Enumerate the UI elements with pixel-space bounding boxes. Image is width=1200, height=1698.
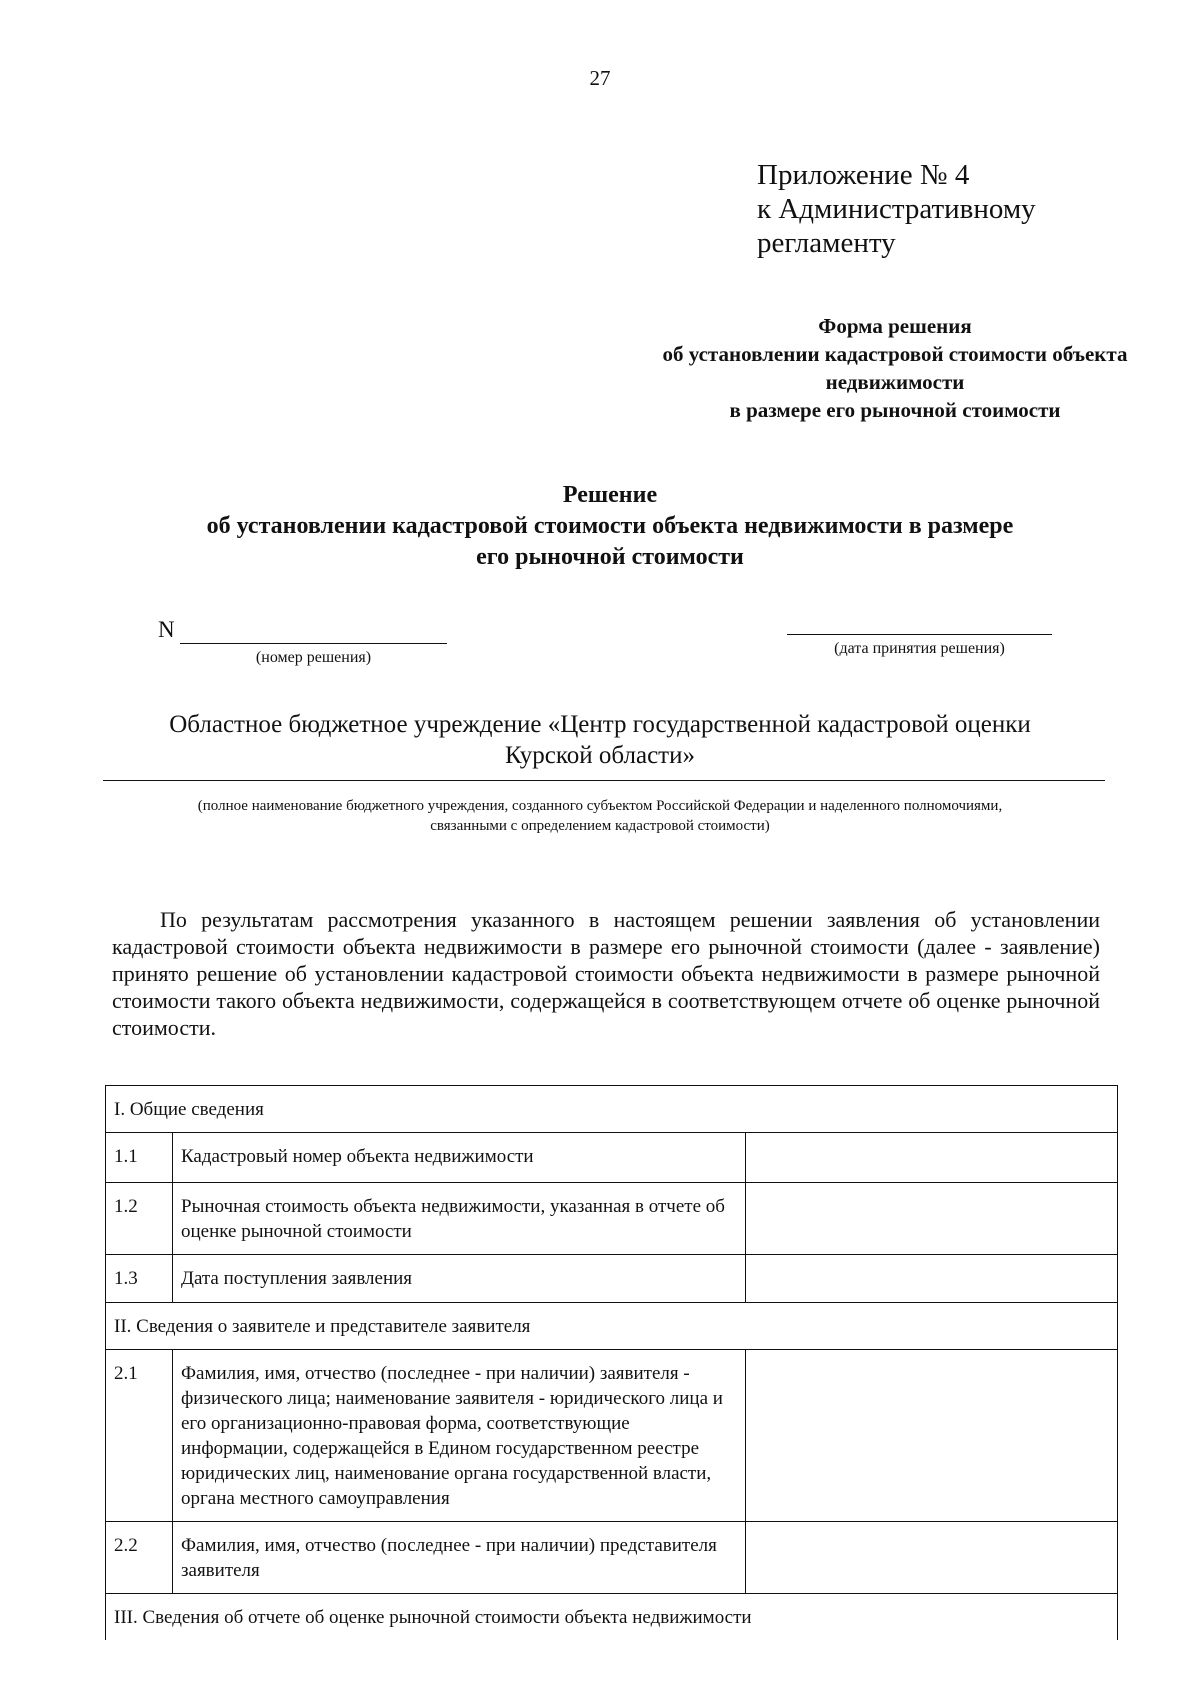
organization-caption-line: (полное наименование бюджетного учреждения, созданного субъектом Российской Федерации и наделенного полномочиями, (197, 798, 1003, 814)
decision-subtitle: об установлении кадастровой стоимости объекта недвижимости в размере (206, 513, 1014, 539)
row-label: Дата поступления заявления (173, 1255, 746, 1303)
organization-name-line: Курской области» (505, 742, 695, 769)
row-label: Фамилия, имя, отчество (последнее - при наличии) заявителя - физического лица; наименование заявителя - юридического лица и его организационно-правовая форма, соответствующие информации, содержащейся в Едином государственном реестре юридических лиц, наименование органа государственной власти, органа местного самоуправления (173, 1350, 746, 1522)
form-title-line: недвижимости (825, 370, 965, 394)
organization-name (140, 709, 1060, 771)
row-number: 2.2 (106, 1522, 173, 1594)
organization-caption (100, 796, 1100, 836)
decision-date-field[interactable] (787, 634, 1052, 635)
decision-number-field[interactable] (180, 643, 447, 644)
decision-number-prefix: N (158, 617, 175, 642)
decision-body-text: По результатам рассмотрения указанного в настоящем решении заявления об установлении кадастровой стоимости объекта недвижимости в размере его рыночной стоимости (далее - заявление) принято решение об установлении кадастровой стоимости объекта недвижимости в размере рыночной стоимости такого объекта недвижимости, содержащейся в соответствующем отчете об оценке рыночной стоимости. (112, 907, 1100, 1040)
section-heading: III. Сведения об отчете об оценке рыночной стоимости объекта недвижимости (106, 1594, 1118, 1641)
table-row (106, 1133, 1118, 1183)
form-title-line: Форма решения (818, 314, 972, 338)
section-row (106, 1086, 1118, 1133)
form-title (600, 312, 1190, 424)
table-row (106, 1522, 1118, 1594)
row-value-cell[interactable] (746, 1350, 1118, 1522)
page-number: 27 (589, 66, 611, 90)
row-number: 1.2 (106, 1183, 173, 1255)
section-heading: II. Сведения о заявителе и представителе заявителя (106, 1303, 1118, 1350)
appendix-line: регламенту (757, 227, 896, 259)
row-value-cell[interactable] (746, 1133, 1118, 1183)
row-label: Кадастровый номер объекта недвижимости (173, 1133, 746, 1183)
organization-name-line: Областное бюджетное учреждение «Центр государственной кадастровой оценки (169, 711, 1031, 738)
appendix-reference (757, 158, 1036, 260)
section-row (106, 1594, 1118, 1641)
section-row (106, 1303, 1118, 1350)
table-row (106, 1255, 1118, 1303)
table-row (106, 1350, 1118, 1522)
row-value-cell[interactable] (746, 1522, 1118, 1594)
decision-number-caption: (номер решения) (255, 649, 372, 666)
row-number: 2.1 (106, 1350, 173, 1522)
row-label: Фамилия, имя, отчество (последнее - при наличии) представителя заявителя (173, 1522, 746, 1594)
decision-subtitle: его рыночной стоимости (476, 544, 744, 570)
table-row (106, 1183, 1118, 1255)
row-value-cell[interactable] (746, 1255, 1118, 1303)
organization-caption-line: связанными с определением кадастровой стоимости) (430, 818, 770, 834)
row-number: 1.3 (106, 1255, 173, 1303)
decision-form-table (105, 1085, 1118, 1640)
organization-underline (103, 780, 1105, 781)
row-value-cell[interactable] (746, 1183, 1118, 1255)
row-number: 1.1 (106, 1133, 173, 1183)
form-title-line: в размере его рыночной стоимости (729, 398, 1061, 422)
appendix-line: к Административному (757, 193, 1036, 225)
section-heading: I. Общие сведения (106, 1086, 1118, 1133)
decision-title (110, 480, 1110, 573)
appendix-line: Приложение № 4 (757, 159, 970, 191)
decision-date-caption: (дата принятия решения) (834, 640, 1005, 657)
form-title-line: об установлении кадастровой стоимости объекта (662, 342, 1128, 366)
decision-heading: Решение (562, 482, 658, 508)
row-label: Рыночная стоимость объекта недвижимости, указанная в отчете об оценке рыночной стоимости (173, 1183, 746, 1255)
